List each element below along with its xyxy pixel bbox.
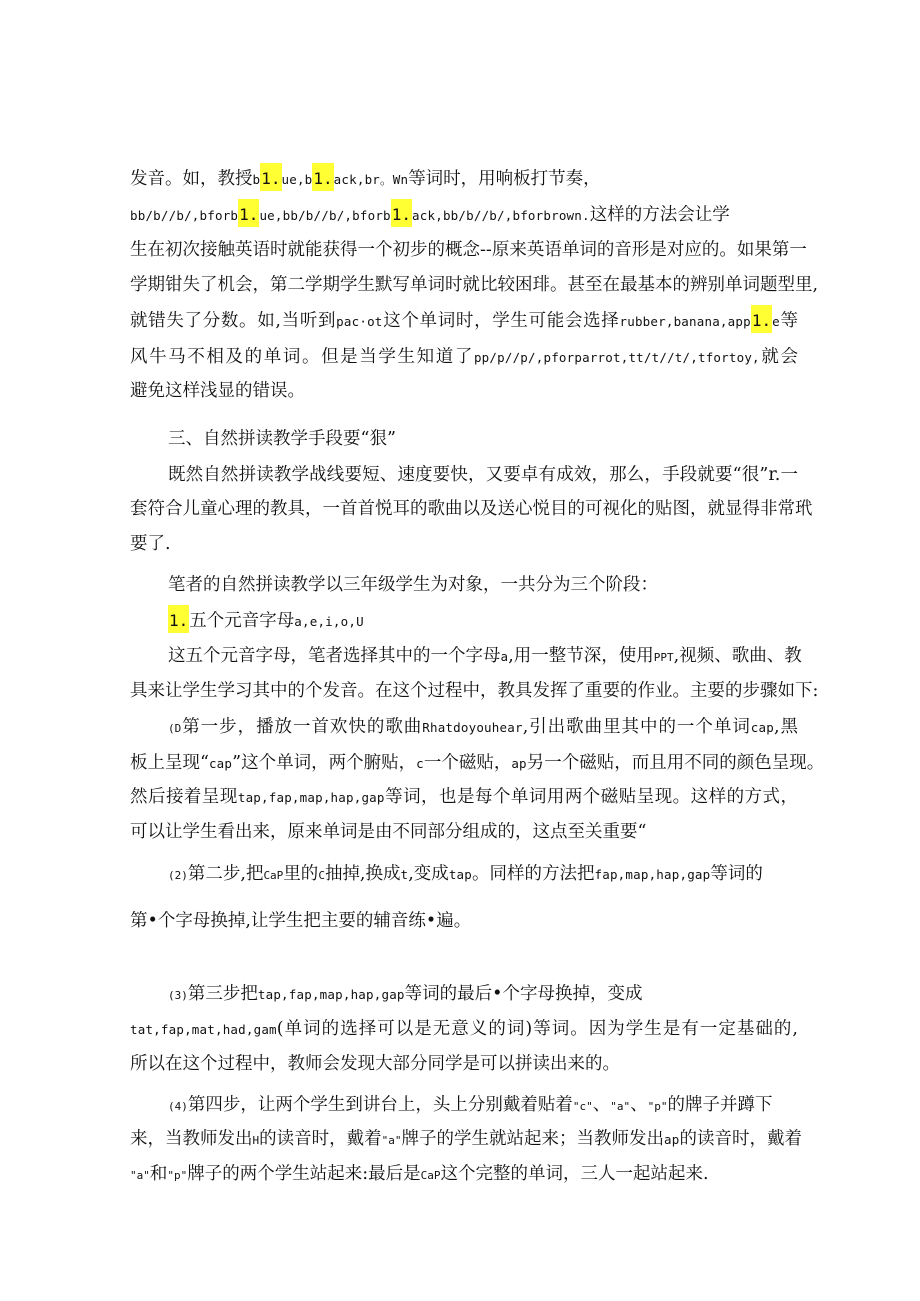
text-line [130,533,798,555]
text-line [130,1128,802,1152]
highlighted-text: 1. [751,305,772,333]
text-run: 的读音时，戴着 [679,1129,802,1149]
text-run: ack,bb∕b∕∕b∕,bforbrown. [412,208,590,223]
text-run: ue,b [281,172,313,187]
highlighted-text: 1. [391,199,412,227]
text-run: 第二步,把 [187,864,264,884]
text-run: 五个元音字母 [189,611,295,631]
highlighted-text: 1. [312,163,333,191]
text-run: 板上呈现“ [130,753,209,773]
text-line [168,983,798,1007]
text-run: (4) [168,1100,188,1113]
text-line [168,464,798,486]
text-run: 一个磁贴， [423,753,512,773]
text-run: 另一个磁贴，而且用不同的颜色呈现。 [526,753,825,773]
text-run: 具来让学生学习其中的个发音。在这个过程中，教具发挥了重要的作业。主要的步骤如下: [130,681,819,701]
text-run: 来，当教师发出 [130,1129,253,1149]
text-run: "p" [167,1169,188,1182]
text-line [168,1094,798,1118]
text-run: Rhatdoyouhear [422,720,523,735]
text-line [168,645,802,669]
text-run: 抽掉,换成 [324,864,401,884]
text-run: 这样的方法会让学 [589,205,730,225]
text-run: "a" [610,1100,631,1113]
text-line [168,574,798,596]
text-line [130,1018,798,1041]
text-run: CaP [263,869,284,882]
text-line [168,716,798,740]
text-run: 牌子的两个学生站起来:最后是 [187,1164,421,1184]
text-line [130,204,798,227]
text-line [130,498,813,520]
text-run: tap,fap,map,hap,gap [237,790,385,805]
text-run: pac·ot [336,314,383,329]
text-run: tat,fap,mat,had,gam [130,1022,277,1037]
text-run: pp∕p∕∕p∕,pforparrot,tt∕t∕∕t∕,tfortoy, [473,350,760,365]
text-line [130,821,798,843]
text-run: "a" [130,1169,150,1182]
text-line [168,428,798,450]
text-run: 风牛马不相及的单词。但是当学生知道了 [130,347,474,367]
text-run: "c" [572,1100,593,1113]
text-run: 等词，也是每个单词用两个磁贴呈现。这样的方式， [384,787,799,807]
text-run: 第三步把 [187,984,258,1004]
text-run: 就错失了分数。如,当听到 [130,311,337,331]
text-run: (2) [168,869,188,882]
text-run: 。同样的方法把 [472,864,595,884]
text-run: ue,bb∕b∕∕b∕,bforb [259,208,391,223]
text-run: PPT [653,651,674,664]
text-run: cap [208,756,233,771]
text-run: 三、自然拼读教学手段要“狠” [168,429,396,449]
text-run: CaP [420,1169,441,1182]
text-line [168,610,798,633]
text-run: ,用一整节深，使用 [508,646,654,666]
text-run: a,e,i,o,U [294,614,364,629]
text-run: 等 [779,311,799,331]
text-line [130,786,798,809]
text-line [130,274,819,296]
text-run: 生在初次接触英语时就能获得一个初步的概念--原来英语单词的音形是对应的。如果第一 [130,240,807,260]
highlighted-text: 1. [238,199,259,227]
text-run: 里的 [283,864,319,884]
text-line [130,680,819,702]
text-run: tap,fap,map,hap,gap [257,987,405,1002]
text-run: 的牌子并蹲下 [667,1095,773,1115]
text-run: (3) [168,989,188,1002]
text-run: c [416,756,424,771]
text-run: 、 [630,1095,648,1115]
text-run: "p" [647,1100,668,1113]
text-run: ,黑 [773,717,798,737]
text-run: 套符合儿童心理的教具，一首首悦耳的歌曲以及送心悦目的可视化的贴图，就显得非常玳 [130,499,813,519]
text-run: rubber,banana,app [619,314,751,329]
text-run: b [252,172,261,187]
text-run: e [772,314,780,329]
text-line [130,1163,798,1187]
text-run: C [318,869,325,882]
text-run: 、 [592,1095,611,1115]
text-run: ap [664,1132,680,1147]
text-run: 第•个字母换掉,让学生把主要的辅音练•遍。 [130,911,472,931]
highlighted-text: 1. [260,163,281,191]
text-run: 笔者的自然拼读教学以三年级学生为对象，一共分为三个阶段： [168,575,658,595]
text-run: a [500,649,509,664]
text-run: 牌子的学生就站起来；当教师发出 [401,1129,664,1149]
text-run: 这五个元音字母，笔者选择其中的一个字母 [168,646,501,666]
text-run: 等词时，用响板打节奏， [408,169,601,189]
text-line [130,346,798,369]
text-run: 既然自然拼读教学战线要短、速度要快，又要卓有成效，那么，手段就要“很”r.一 [168,465,798,485]
highlighted-text: 1. [168,605,189,633]
text-line [130,752,825,775]
text-run: ack,br。Wn [333,172,409,187]
text-run: cap [750,720,774,735]
text-run: 的读音时，戴着 [259,1129,382,1149]
text-run: 学期钳失了机会，第二学期学生默写单词时就比较困琲。甚至在最基本的辨别单词题型里, [130,275,819,295]
text-run: 第一步，播放一首欢快的歌曲 [181,717,423,737]
text-line [168,863,798,887]
text-run: ,引出歌曲里其中的一个单词 [522,717,751,737]
text-run: t [400,867,409,882]
text-run: 这个完整的单词，三人一起站起来. [440,1164,709,1184]
text-run: 避免这样浅显的错误。 [130,381,305,401]
text-run: 第四步，让两个学生到讲台上，头上分别戴着贴着 [187,1095,573,1115]
text-line [130,168,798,191]
text-run: (单词的选择可以是无意义的词)等词。因为学生是有一定基础的, [276,1019,798,1039]
text-run: (D [168,722,182,735]
text-line [130,1053,798,1075]
text-line [130,910,798,932]
text-run: ,视频、歌曲、教 [673,646,802,666]
text-run: 这个单词时，学生可能会选择 [382,311,620,331]
text-run: tap [448,867,472,882]
text-run: 发音。如，教授 [130,169,253,189]
text-run: 和 [149,1164,168,1184]
text-run: ,变成 [408,864,449,884]
text-run: 可以让学生看出来，原来单词是由不同部分组成的，这点至关重要“ [130,822,647,842]
text-run: 然后接着呈现 [130,787,238,807]
text-run: ”这个单词，两个腑贴， [232,753,417,773]
text-run: 所以在这个过程中，教师会发现大部分同学是可以拼读出来的。 [130,1054,620,1074]
text-run: ap [511,756,527,771]
text-line [130,310,798,333]
text-run: 就会 [759,347,799,367]
text-run: fap,map,hap,gap [594,867,711,882]
text-run: 等词的 [710,864,763,884]
text-line [130,239,807,261]
text-line [130,380,798,402]
text-run: 要了. [130,534,171,554]
text-run: 等词的最后•个字母换掉，变成 [404,984,643,1004]
text-run: bb∕b∕∕b∕,bforb [130,208,239,223]
text-run: "a" [381,1134,402,1147]
text-run: H [252,1134,260,1147]
